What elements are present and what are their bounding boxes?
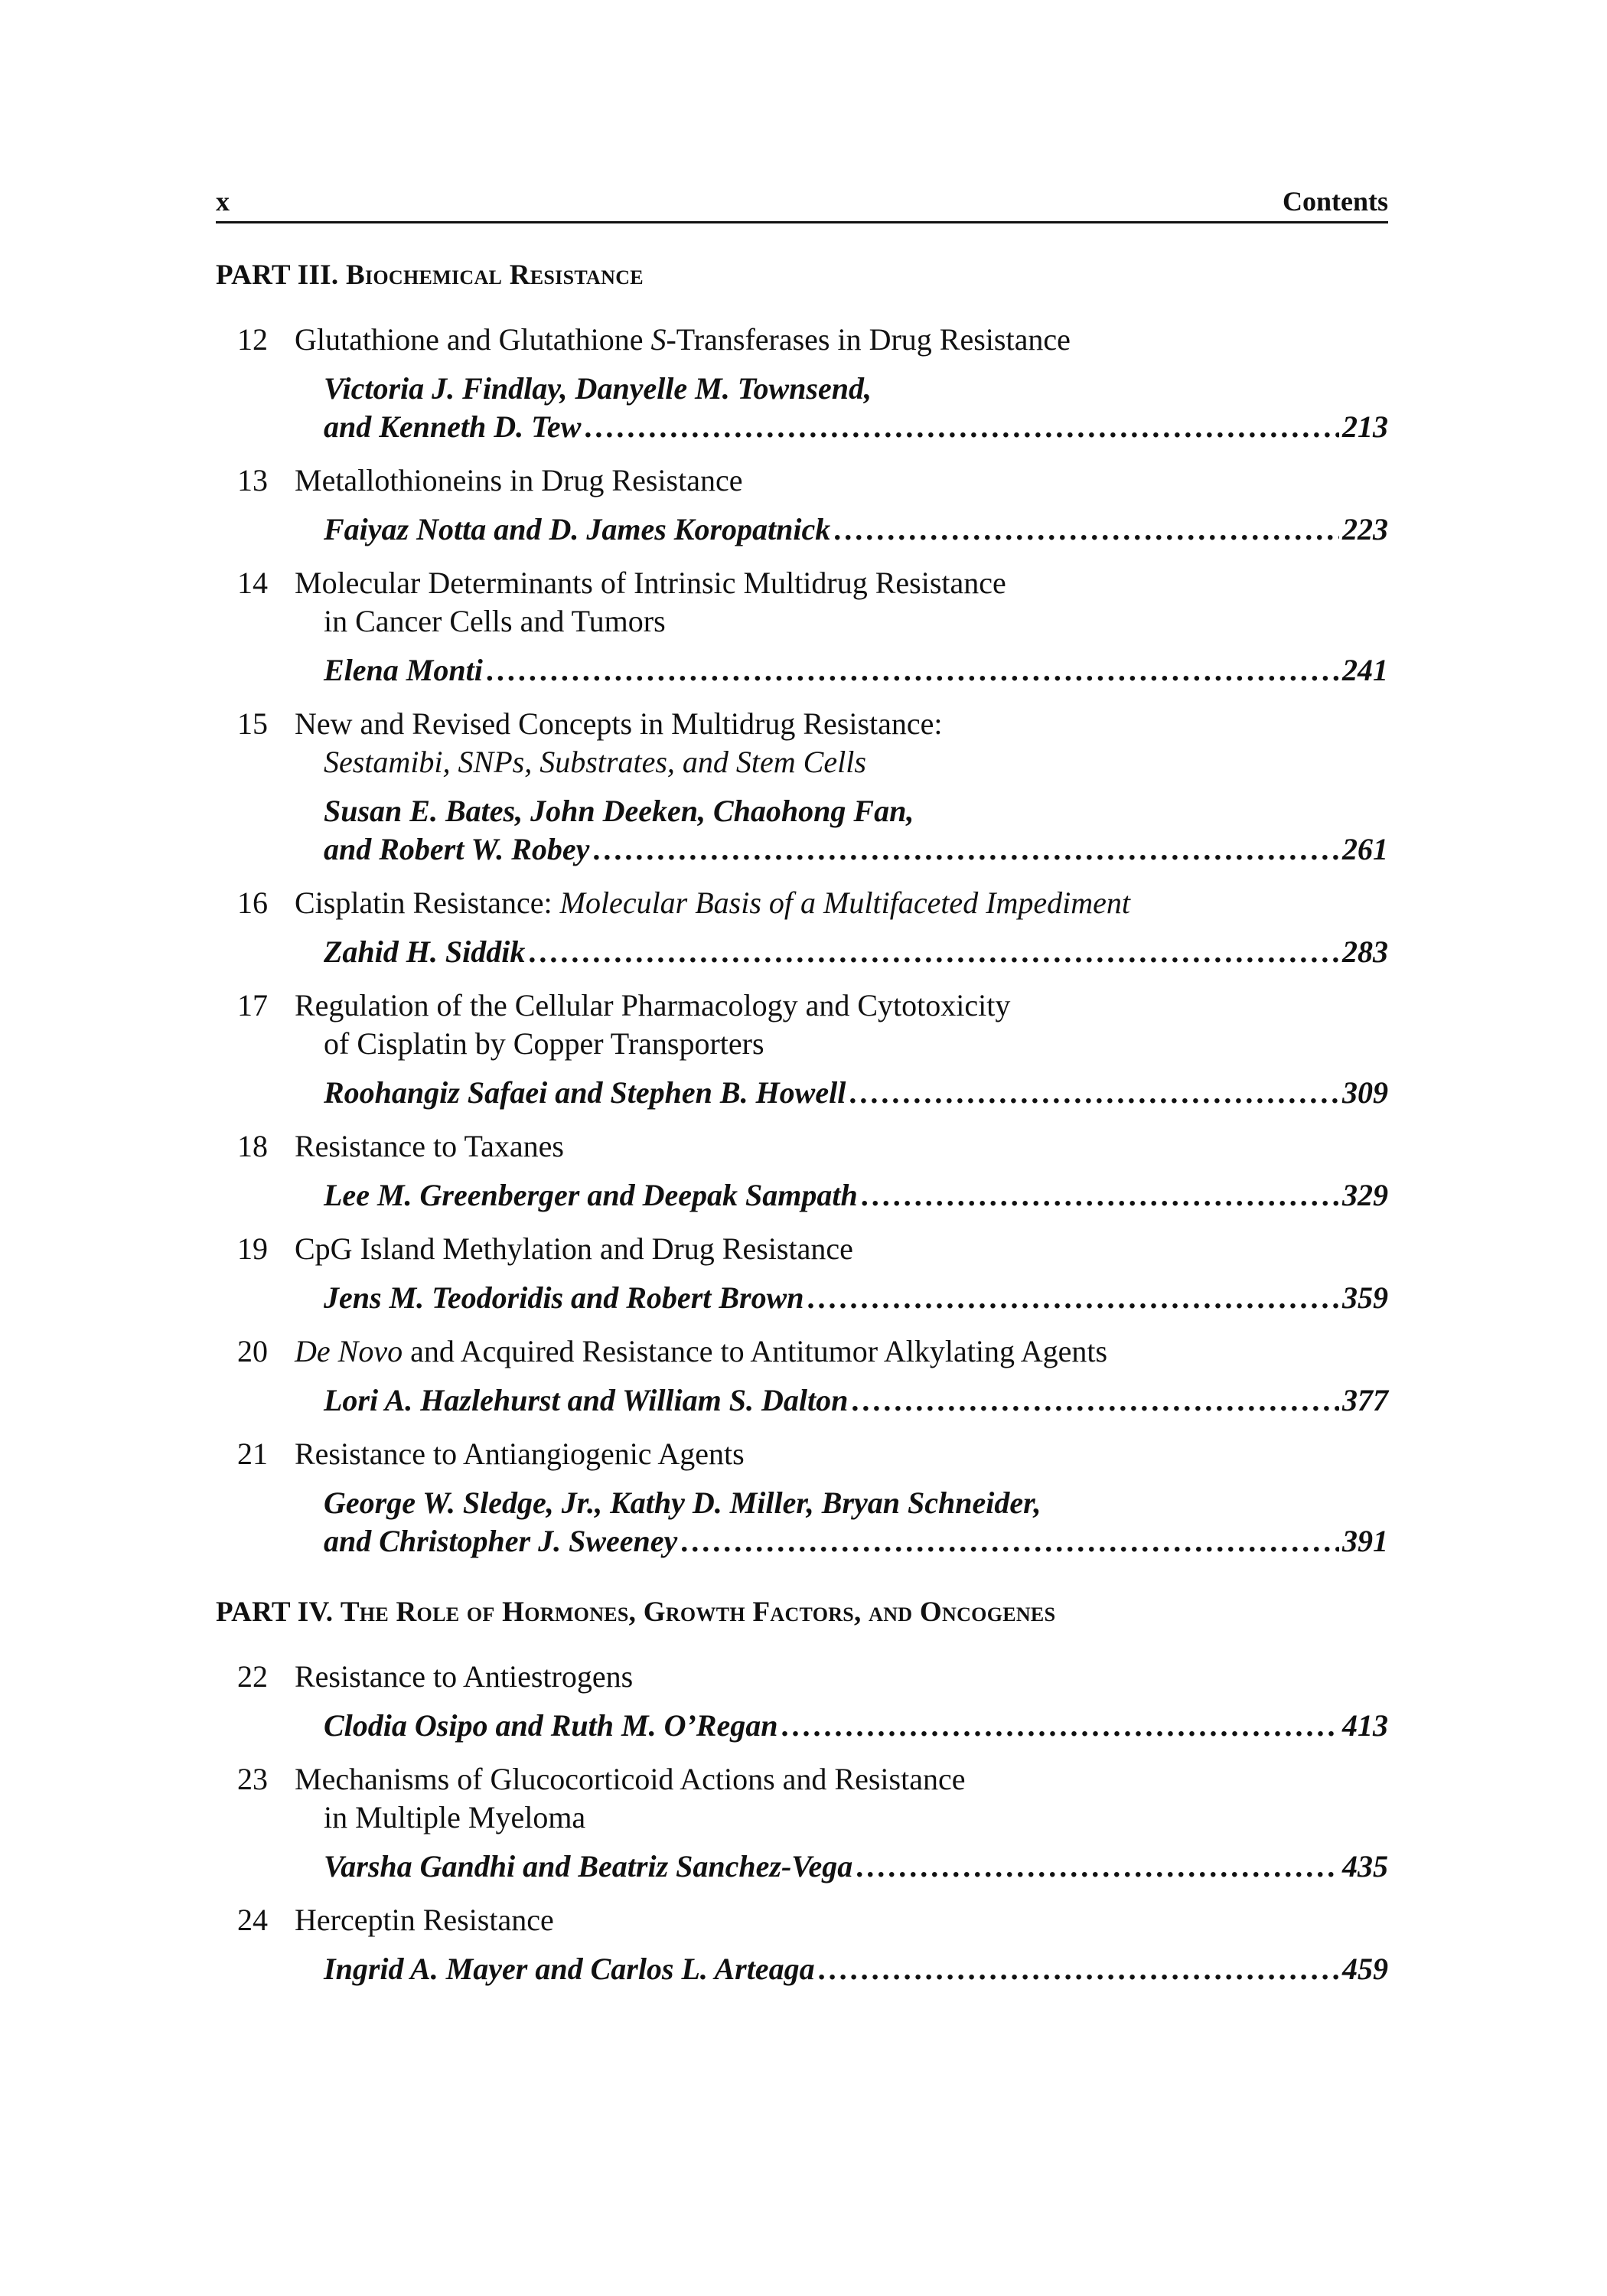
chapter-authors <box>324 1381 1388 1420</box>
page-number: 391 <box>1342 1524 1388 1558</box>
chapter-entry <box>216 1760 1388 1886</box>
dot-leader <box>781 1707 1339 1745</box>
page-number: 413 <box>1342 1708 1388 1743</box>
page-number: 261 <box>1342 832 1388 866</box>
authors-line: Zahid H. Siddik <box>324 934 526 969</box>
chapter-title: Cisplatin Resistance: Molecular Basis of a Multifaceted Impediment <box>295 885 1131 920</box>
part-heading-4 <box>216 1596 1388 1629</box>
dot-leader <box>807 1279 1339 1317</box>
chapter-number: 19 <box>237 1231 268 1266</box>
chapter-entry <box>216 321 1388 446</box>
part-prefix: PART III. <box>216 259 339 291</box>
chapter-authors <box>324 1176 1388 1215</box>
chapter-number: 13 <box>237 463 268 497</box>
chapter-number: 14 <box>237 566 268 600</box>
dot-leader <box>584 408 1339 446</box>
authors-line: Roohangiz Safaei and Stephen B. Howell <box>324 1075 846 1110</box>
authors-line: Ingrid A. Mayer and Carlos L. Arteaga <box>324 1952 815 1986</box>
authors-line: and Robert W. Robey <box>324 832 590 866</box>
chapter-entry <box>216 987 1388 1112</box>
dot-leader <box>833 510 1339 549</box>
page-number: 329 <box>1342 1178 1388 1212</box>
chapter-title: Resistance to Taxanes <box>295 1129 564 1163</box>
page-number: 241 <box>1342 653 1388 687</box>
part-heading-3 <box>216 259 1388 292</box>
chapter-title: Molecular Determinants of Intrinsic Multidrug Resistance in Cancer Cells and Tumors <box>295 566 1006 638</box>
chapter-title: Regulation of the Cellular Pharmacology and Cytotoxicity of Cisplatin by Copper Transporters <box>295 988 1011 1061</box>
chapter-entry <box>216 705 1388 869</box>
chapter-title: De Novo and Acquired Resistance to Antitumor Alkylating Agents <box>295 1334 1108 1368</box>
chapter-number: 20 <box>237 1334 268 1368</box>
page-number: 459 <box>1342 1952 1388 1986</box>
page-number: 359 <box>1342 1280 1388 1315</box>
chapter-authors <box>324 1707 1388 1745</box>
chapter-number: 12 <box>237 322 268 357</box>
page-number: 377 <box>1342 1383 1388 1417</box>
chapter-entry <box>216 1658 1388 1745</box>
part-title: Biochemical Resistance <box>345 259 644 291</box>
dot-leader <box>680 1522 1339 1561</box>
chapter-authors <box>324 1950 1388 1988</box>
chapter-number: 21 <box>237 1437 268 1471</box>
part-prefix: PART IV. <box>216 1596 334 1628</box>
dot-leader <box>592 830 1339 869</box>
chapter-title: CpG Island Methylation and Drug Resistance <box>295 1231 853 1266</box>
chapter-title: Glutathione and Glutathione S-Transferases in Drug Resistance <box>295 322 1071 357</box>
page-number: 309 <box>1342 1075 1388 1110</box>
authors-line: and Christopher J. Sweeney <box>324 1524 678 1558</box>
dot-leader <box>861 1176 1339 1215</box>
chapter-title: Herceptin Resistance <box>295 1903 554 1937</box>
chapter-entry <box>216 1127 1388 1215</box>
chapter-title: Resistance to Antiestrogens <box>295 1659 634 1694</box>
authors-line: and Kenneth D. Tew <box>324 409 582 444</box>
authors-line: George W. Sledge, Jr., Kathy D. Miller, Bryan Schneider, <box>324 1486 1041 1520</box>
authors-line: Varsha Gandhi and Beatriz Sanchez-Vega <box>324 1849 853 1883</box>
running-head-title: Contents <box>1282 186 1388 217</box>
chapter-number: 17 <box>237 988 268 1022</box>
dot-leader <box>528 933 1339 971</box>
chapter-entry <box>216 884 1388 971</box>
dot-leader <box>486 651 1339 690</box>
chapter-authors <box>324 933 1388 971</box>
chapter-entry <box>216 1332 1388 1420</box>
chapter-authors <box>324 1074 1388 1112</box>
chapter-entry <box>216 1901 1388 1988</box>
chapter-number: 22 <box>237 1659 268 1694</box>
chapter-authors <box>324 1848 1388 1886</box>
part-title: The Role of Hormones, Growth Factors, and Oncogenes <box>340 1596 1056 1628</box>
dot-leader <box>818 1950 1339 1988</box>
authors-line: Clodia Osipo and Ruth M. O’Regan <box>324 1708 778 1743</box>
chapter-number: 18 <box>237 1129 268 1163</box>
chapter-authors <box>324 792 1388 869</box>
page-number: 283 <box>1342 934 1388 969</box>
dot-leader <box>856 1848 1339 1886</box>
page-number: 435 <box>1342 1849 1388 1883</box>
chapter-entry <box>216 1435 1388 1561</box>
chapter-entry <box>216 564 1388 690</box>
chapter-number: 16 <box>237 885 268 920</box>
chapter-title: Resistance to Antiangiogenic Agents <box>295 1437 745 1471</box>
chapter-title: Metallothioneins in Drug Resistance <box>295 463 743 497</box>
page-number: 213 <box>1342 409 1388 444</box>
chapter-title: Mechanisms of Glucocorticoid Actions and Resistance in Multiple Myeloma <box>295 1762 966 1835</box>
chapter-number: 15 <box>237 706 268 741</box>
page-numeral: x <box>216 186 230 217</box>
authors-line: Susan E. Bates, John Deeken, Chaohong Fan, <box>324 794 914 828</box>
dot-leader <box>851 1381 1339 1420</box>
part-4-chapter-list <box>216 1658 1388 1988</box>
chapter-number: 24 <box>237 1903 268 1937</box>
chapter-authors <box>324 651 1388 690</box>
running-head <box>216 188 1388 223</box>
page-number: 223 <box>1342 512 1388 546</box>
authors-line: Elena Monti <box>324 653 483 687</box>
chapter-authors <box>324 510 1388 549</box>
chapter-title: New and Revised Concepts in Multidrug Resistance: Sestamibi, SNPs, Substrates, and Stem Cells <box>295 706 943 779</box>
part-3-chapter-list <box>216 321 1388 1561</box>
authors-line: Faiyaz Notta and D. James Koropatnick <box>324 512 831 546</box>
authors-line: Victoria J. Findlay, Danyelle M. Townsend, <box>324 371 872 406</box>
chapter-entry <box>216 1230 1388 1317</box>
chapter-authors <box>324 1484 1388 1561</box>
contents-page <box>216 188 1388 2004</box>
chapter-number: 23 <box>237 1762 268 1796</box>
chapter-entry <box>216 461 1388 549</box>
chapter-authors <box>324 370 1388 446</box>
dot-leader <box>849 1074 1339 1112</box>
chapter-authors <box>324 1279 1388 1317</box>
authors-line: Lori A. Hazlehurst and William S. Dalton <box>324 1383 849 1417</box>
authors-line: Lee M. Greenberger and Deepak Sampath <box>324 1178 858 1212</box>
authors-line: Jens M. Teodoridis and Robert Brown <box>324 1280 804 1315</box>
